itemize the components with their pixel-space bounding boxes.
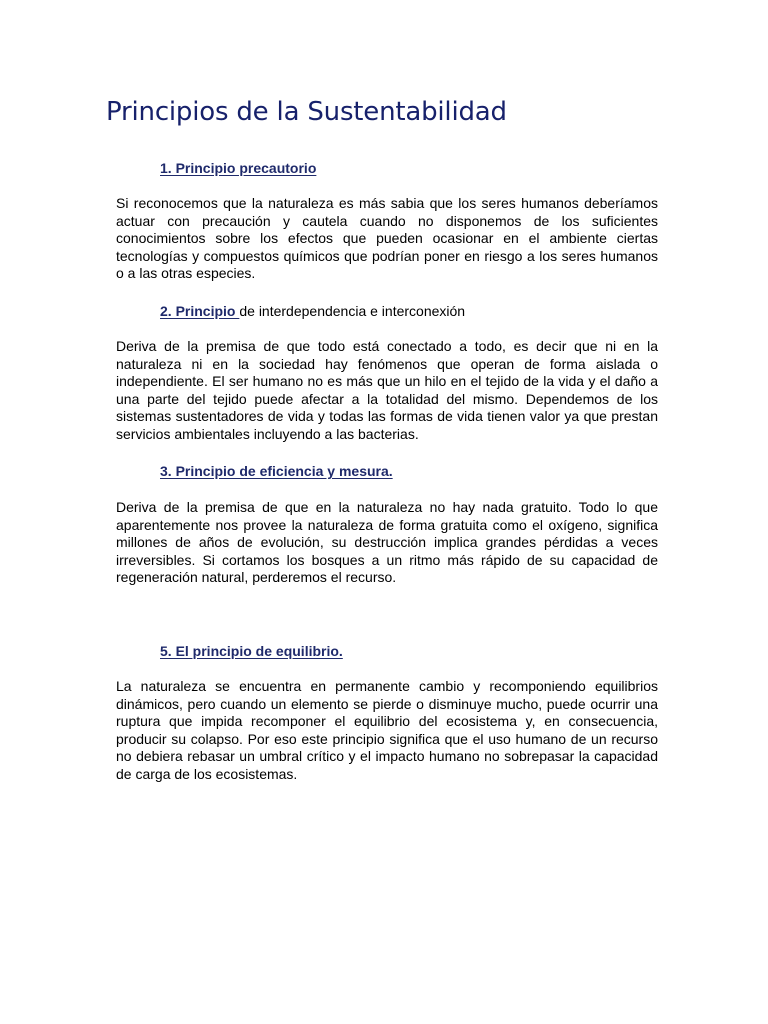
section-paragraph-equilibrio: La naturaleza se encuentra en permanente cambio y recomponiendo equilibrios dinámicos, pero cuando un elemento se pierde o disminuye mucho, puede ocurrir una ruptura que impida recomponer el equilibrio del ecosistema y, en consecuencia, producir su colapso. Por eso este principio significa que el uso humano de un recurso no debiera rebasar un umbral crítico y el impacto humano no sobrepasar la capacidad de carga de los ecosistemas. (116, 678, 658, 782)
section-paragraph-eficiencia: Deriva de la premisa de que en la naturaleza no hay nada gratuito. Todo lo que aparentemente nos provee la naturaleza de forma gratuita como el oxígeno, significa millones de años de evolución, su destrucción implica grandes pérdidas a veces irreversibles. Si cortamos los bosques a un ritmo más rápido de su capacidad de regeneración natural, perderemos el recurso. (116, 499, 658, 585)
section-heading-precautorio (160, 159, 316, 177)
document-title: Principios de la Sustentabilidad (106, 97, 507, 127)
section-heading-label: 3. Principio de eficiencia y mesura. (160, 463, 393, 479)
section-paragraph-interdependencia: Deriva de la premisa de que todo está conectado a todo, es decir que ni en la naturaleza ni en la sociedad hay fenómenos que operan de forma aislada o independiente. El ser humano no es más que un hilo en el tejido de la vida y el daño a una parte del tejido puede afectar a la totalidad del mismo. Dependemos de los sistemas sustentadores de vida y todas las formas de vida tienen valor ya que prestan servicios ambientales incluyendo a las bacterias. (116, 338, 658, 442)
section-paragraph-precautorio: Si reconocemos que la naturaleza es más sabia que los seres humanos deberíamos actuar con precaución y cautela cuando no disponemos de los suficientes conocimientos sobre los efectos que pueden ocasionar en el ambiente ciertas tecnologías y compuestos químicos que podrían poner en riesgo a los seres humanos o a las otras especies. (116, 195, 658, 281)
section-heading-tail: de interdependencia e interconexión (239, 303, 466, 319)
section-heading-label: 2. Principio (160, 303, 240, 319)
section-heading-eficiencia (160, 462, 393, 480)
section-heading-equilibrio (160, 642, 343, 660)
section-heading-interdependencia (160, 302, 465, 320)
section-heading-label: 5. El principio de equilibrio. (160, 643, 343, 659)
section-heading-label: 1. Principio precautorio (160, 160, 317, 176)
